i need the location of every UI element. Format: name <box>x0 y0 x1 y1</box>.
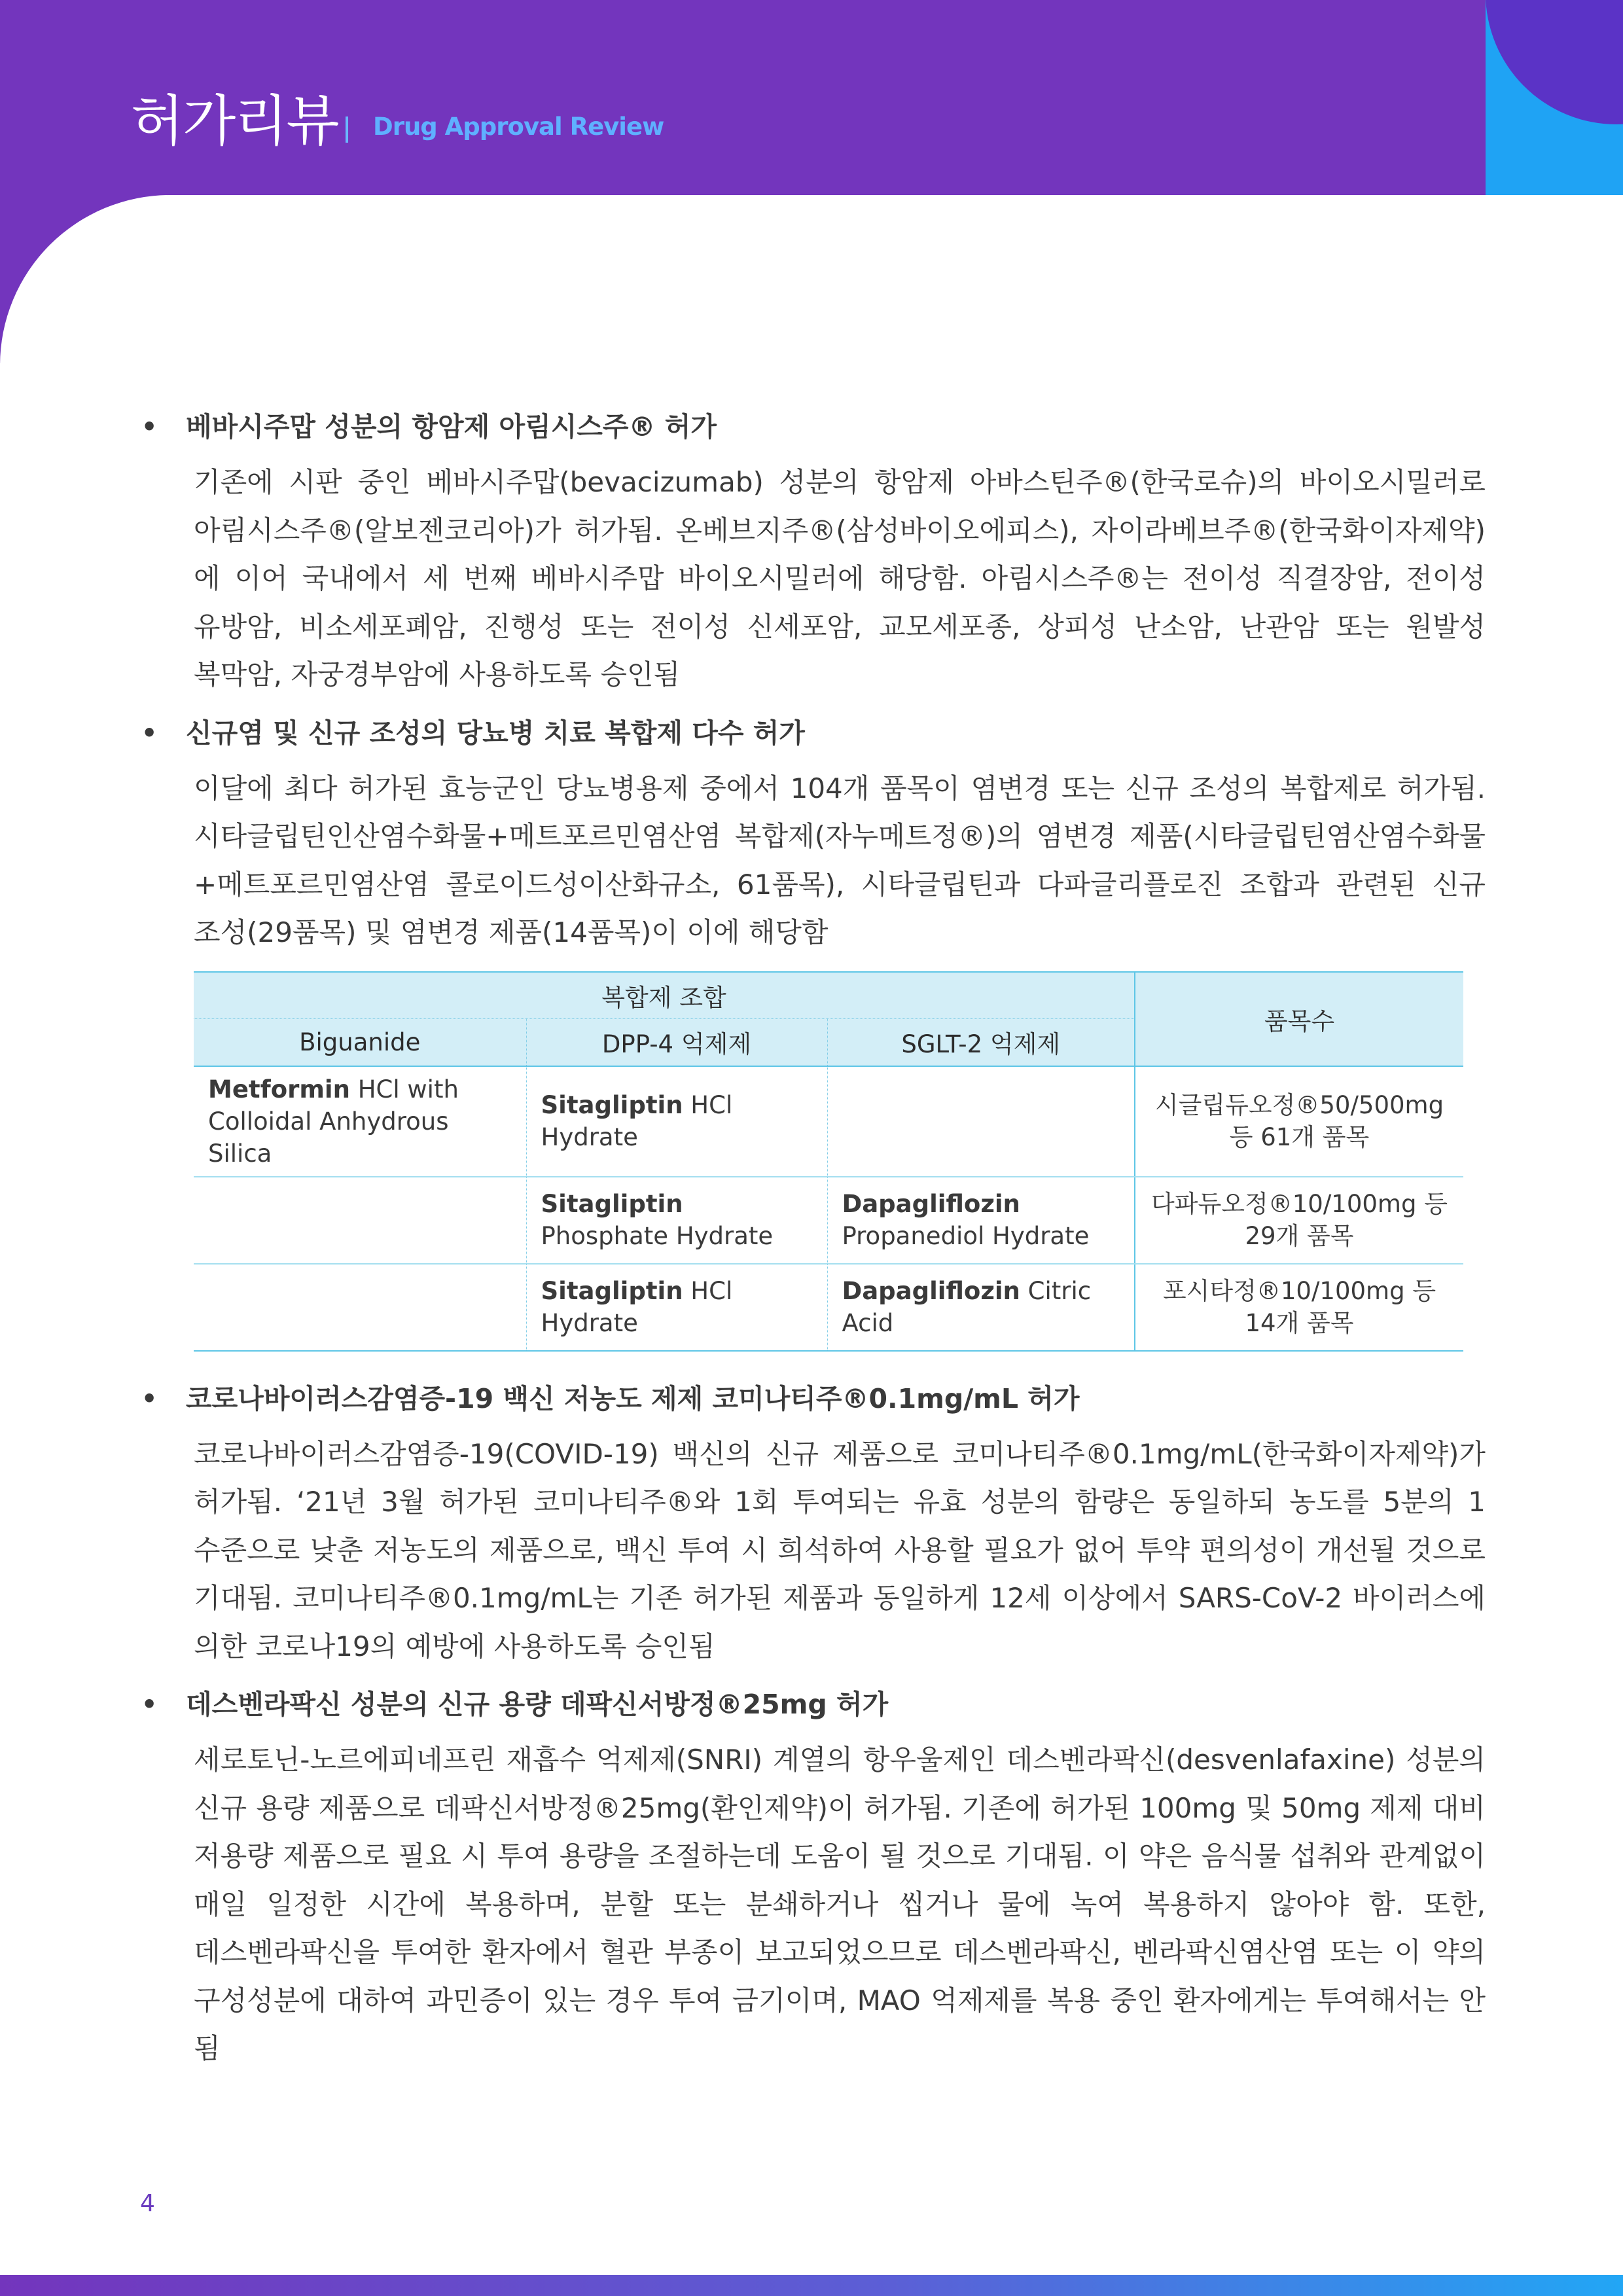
table-cell-biguanide <box>194 1264 526 1351</box>
page-number: 4 <box>140 2190 155 2217</box>
table-cell-biguanide <box>194 1177 526 1264</box>
table-cell-count: 시글립듀오정®50/500mg 등 61개 품목 <box>1135 1066 1463 1177</box>
table-cell-sglt2 <box>827 1066 1135 1177</box>
section-title: 데스벤라팍신 성분의 신규 용량 데팍신서방정®25mg 허가 <box>186 1689 889 1720</box>
table-header-row <box>194 972 1463 1019</box>
bullet-icon: • <box>141 412 158 441</box>
bullet-icon: • <box>141 1690 158 1719</box>
table-row <box>194 1177 1463 1264</box>
table-cell-count: 포시타정®10/100mg 등 14개 품목 <box>1135 1264 1463 1351</box>
combination-table-wrapper <box>194 971 1463 1352</box>
footer-bar <box>0 2275 1623 2296</box>
section-heading <box>137 1677 1486 1732</box>
table-column-header: Biguanide <box>194 1019 526 1066</box>
table-cell-dpp4: Sitagliptin Phosphate Hydrate <box>526 1177 827 1264</box>
section-desvenlafaxine <box>137 1677 1486 2073</box>
table-group-header: 복합제 조합 <box>194 972 1135 1019</box>
section-comirnaty <box>137 1371 1486 1671</box>
bullet-icon: • <box>141 1384 158 1413</box>
table-cell-count: 다파듀오정®10/100mg 등 29개 품목 <box>1135 1177 1463 1264</box>
section-body: 이달에 최다 허가된 효능군인 당뇨병용제 중에서 104개 품목이 염변경 또는 신규 조성의 복합제로 허가됨. 시타글립틴인산염수화물+메트포르민염산염 복합제(자누메트정®)의 염변경 제품(시타글립틴염산염수화물+메트포르민염산염 콜로이드성이산화규소, 61품목), 시타글립틴과 다파글리플로진 조합과 관련된 신규 조성(29품목) 및 염변경 제품(14품목)이 이에 해당함 <box>194 772 1486 948</box>
section-body: 코로나바이러스감염증-19(COVID-19) 백신의 신규 제품으로 코미나티주®0.1mg/mL(한국화이자제약)가 허가됨. ‘21년 3월 허가된 코미나티주®와 1회 투여되는 유효 성분의 함량은 동일하되 농도를 5분의 1 수준으로 낮춘 저농도의 제품으로, 백신 투여 시 희석하여 사용할 필요가 없어 투약 편의성이 개선될 것으로 기대됨. 코미나티주®0.1mg/mL는 기존 허가된 제품과 동일하게 12세 이상에서 SARS-CoV-2 바이러스에 의한 코로나19의 예방에 사용하도록 승인됨 <box>194 1437 1486 1662</box>
page-header <box>0 0 1623 367</box>
table-cell-sglt2: Dapagliflozin Citric Acid <box>827 1264 1135 1351</box>
bullet-icon: • <box>141 718 158 747</box>
article-content <box>137 399 1486 2079</box>
section-title: 신규염 및 신규 조성의 당뇨병 치료 복합제 다수 허가 <box>186 717 805 749</box>
table-cell-dpp4: Sitagliptin HCl Hydrate <box>526 1066 827 1177</box>
table-column-header: DPP-4 억제제 <box>526 1019 827 1066</box>
header-title: 허가리뷰 <box>131 89 338 153</box>
table-cell-dpp4: Sitagliptin HCl Hydrate <box>526 1264 827 1351</box>
section-heading <box>137 706 1486 761</box>
section-title: 베바시주맙 성분의 항암제 아림시스주® 허가 <box>186 411 717 442</box>
section-diabetes <box>137 706 1486 1352</box>
table-row <box>194 1066 1463 1177</box>
section-heading <box>137 1371 1486 1426</box>
section-body: 세로토닌-노르에피네프린 재흡수 억제제(SNRI) 계열의 항우울제인 데스벤라팍신(desvenlafaxine) 성분의 신규 용량 제품으로 데팍신서방정®25mg(환인제약)이 허가됨. 기존에 허가된 100mg 및 50mg 제제 대비 저용량 제품으로 필요 시 투여 용량을 조절하는데 도움이 될 것으로 기대됨. 이 약은 음식물 섭취와 관계없이 매일 일정한 시간에 복용하며, 분할 또는 분쇄하거나 씹거나 물에 녹여 복용하지 않아야 함. 또한, 데스벤라팍신을 투여한 환자에서 혈관 부종이 보고되었으므로 데스벤라팍신, 벤라팍신염산염 또는 이 약의 구성성분에 대하여 과민증이 있는 경우 투여 금기이며, MAO 억제제를 복용 중인 환자에게는 투여해서는 안 됨 <box>194 1744 1486 2064</box>
table-cell-sglt2: Dapagliflozin Propanediol Hydrate <box>827 1177 1135 1264</box>
section-arimsys <box>137 399 1486 699</box>
section-title: 코로나바이러스감염증-19 백신 저농도 제제 코미나티주®0.1mg/mL 허가 <box>186 1382 1080 1414</box>
table-column-header: SGLT-2 억제제 <box>827 1019 1135 1066</box>
section-heading <box>137 399 1486 454</box>
table-cell-biguanide: Metformin HCl with Colloidal Anhydrous Silica <box>194 1066 526 1177</box>
header-separator <box>346 117 348 143</box>
table-row <box>194 1264 1463 1351</box>
section-body: 기존에 시판 중인 베바시주맙(bevacizumab) 성분의 항암제 아바스틴주®(한국로슈)의 바이오시밀러로 아림시스주®(알보젠코리아)가 허가됨. 온베브지주®(삼성바이오에피스), 자이라베브주®(한국화이자제약)에 이어 국내에서 세 번째 베바시주맙 바이오시밀러에 해당함. 아림시스주®는 전이성 직결장암, 전이성 유방암, 비소세포폐암, 진행성 또는 전이성 신세포암, 교모세포종, 상피성 난소암, 난관암 또는 원발성 복막암, 자궁경부암에 사용하도록 승인됨 <box>194 466 1486 691</box>
header-subtitle: Drug Approval Review <box>373 113 664 141</box>
combination-table <box>194 971 1463 1352</box>
table-count-header: 품목수 <box>1135 972 1463 1066</box>
